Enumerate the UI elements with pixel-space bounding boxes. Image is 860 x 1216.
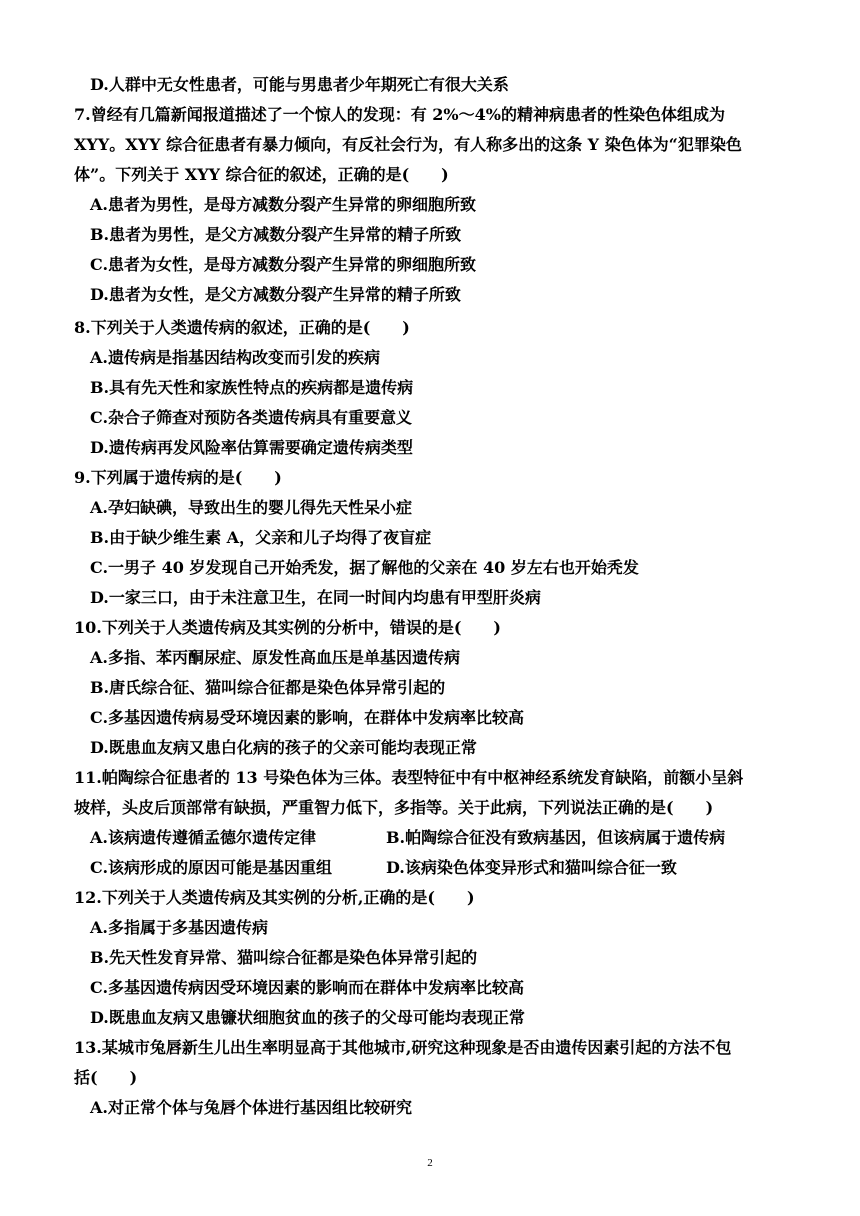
q10-option-c: C.多基因遗传病易受环境因素的影响，在群体中发病率比较高 <box>90 708 525 727</box>
question-10 <box>74 613 800 763</box>
q11-options-row-2 <box>74 853 800 883</box>
q11-option-b: B.帕陶综合征没有致病基因，但该病属于遗传病 <box>386 828 726 847</box>
q12-stem: 12.下列关于人类遗传病及其实例的分析,正确的是( ) <box>74 888 475 907</box>
q10-stem: 10.下列关于人类遗传病及其实例的分析中，错误的是( ) <box>74 618 501 637</box>
question-13 <box>74 1033 800 1123</box>
q6-option-d: D.人群中无女性患者，可能与男患者少年期死亡有很大关系 <box>90 75 509 94</box>
q13-stem-line: 13.某城市兔唇新生儿出生率明显高于其他城市,研究这种现象是否由遗传因素引起的方法不包 <box>74 1038 732 1057</box>
q10-option-a: A.多指、苯丙酮尿症、原发性高血压是单基因遗传病 <box>90 648 460 667</box>
question-11 <box>74 763 800 883</box>
question-8 <box>74 313 800 463</box>
q8-option-b: B.具有先天性和家族性特点的疾病都是遗传病 <box>90 378 414 397</box>
q7-option-a: A.患者为男性，是母方减数分裂产生异常的卵细胞所致 <box>90 195 476 214</box>
q12-option-d: D.既患血友病又患镰状细胞贫血的孩子的父母可能均表现正常 <box>90 1008 525 1027</box>
q13-stem-line: 括( ) <box>74 1068 138 1087</box>
q9-option-c: C.一男子 40 岁发现自己开始秃发，据了解他的父亲在 40 岁左右也开始秃发 <box>90 558 639 577</box>
q8-option-c: C.杂合子筛查对预防各类遗传病具有重要意义 <box>90 408 413 427</box>
q7-option-d: D.患者为女性，是父方减数分裂产生异常的精子所致 <box>90 285 461 304</box>
q9-stem: 9.下列属于遗传病的是( ) <box>74 468 282 487</box>
question-7 <box>74 100 800 310</box>
q11-option-c: C.该病形成的原因可能是基因重组 <box>90 858 333 877</box>
q11-stem-line: 坡样，头皮后顶部常有缺损，严重智力低下，多指等。关于此病，下列说法正确的是( ) <box>74 798 714 817</box>
q13-option-a: A.对正常个体与兔唇个体进行基因组比较研究 <box>90 1098 412 1117</box>
question-9 <box>74 463 800 613</box>
q7-stem-line: 体”。下列关于 XYY 综合征的叙述，正确的是( ) <box>74 165 449 184</box>
q8-option-a: A.遗传病是指基因结构改变而引发的疾病 <box>90 348 380 367</box>
page-number: 2 <box>427 1157 433 1169</box>
q9-option-d: D.一家三口，由于未注意卫生，在同一时间内均患有甲型肝炎病 <box>90 588 541 607</box>
q7-stem-line: 7.曾经有几篇新闻报道描述了一个惊人的发现：有 2%～4%的精神病患者的性染色体组成为 <box>74 105 725 124</box>
q7-stem-line: XYY。XYY 综合征患者有暴力倾向，有反社会行为，有人称多出的这条 Y 染色体为“犯罪染色 <box>74 135 742 154</box>
q12-option-c: C.多基因遗传病因受环境因素的影响而在群体中发病率比较高 <box>90 978 525 997</box>
q11-option-a: A.该病遗传遵循孟德尔遗传定律 <box>90 828 316 847</box>
q8-stem: 8.下列关于人类遗传病的叙述，正确的是( ) <box>74 318 410 337</box>
q9-option-a: A.孕妇缺碘，导致出生的婴儿得先天性呆小症 <box>90 498 412 517</box>
q10-option-b: B.唐氏综合征、猫叫综合征都是染色体异常引起的 <box>90 678 446 697</box>
q7-option-b: B.患者为男性，是父方减数分裂产生异常的精子所致 <box>90 225 462 244</box>
question-12 <box>74 883 800 1033</box>
q11-option-d: D.该病染色体变异形式和猫叫综合征一致 <box>386 858 677 877</box>
q9-option-b: B.由于缺少维生素 A，父亲和儿子均得了夜盲症 <box>90 528 432 547</box>
q11-stem-line: 11.帕陶综合征患者的 13 号染色体为三体。表型特征中有中枢神经系统发育缺陷，前额小呈斜 <box>74 768 744 787</box>
q12-option-a: A.多指属于多基因遗传病 <box>90 918 268 937</box>
q8-option-d: D.遗传病再发风险率估算需要确定遗传病类型 <box>90 438 413 457</box>
q10-option-d: D.既患血友病又患白化病的孩子的父亲可能均表现正常 <box>90 738 477 757</box>
q11-options-row-1 <box>74 823 800 853</box>
q7-option-c: C.患者为女性，是母方减数分裂产生异常的卵细胞所致 <box>90 255 477 274</box>
q12-option-b: B.先天性发育异常、猫叫综合征都是染色体异常引起的 <box>90 948 478 967</box>
